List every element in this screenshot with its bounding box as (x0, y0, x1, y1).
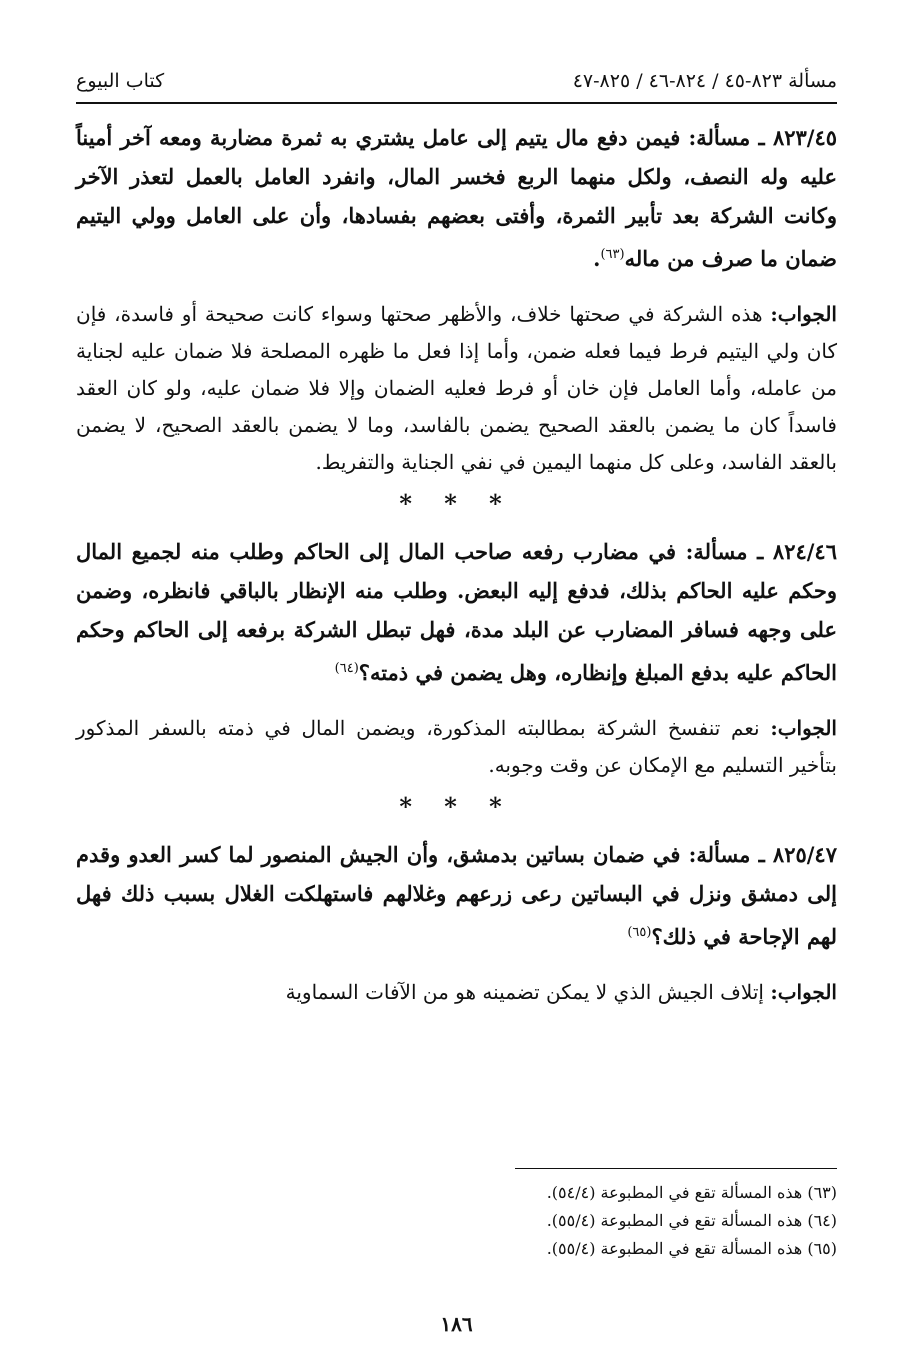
footnotes (76, 1168, 837, 1263)
question-text: فيمن دفع مال يتيم إلى عامل يشتري به ثمرة مضاربة ومعه آخر أميناً عليه وله النصف، ولكل منهما الربع فخسر المال، وانفرد العامل بالعمل لتعذر الآخر وكانت الشركة بعد تأبير الثمرة، وأفتى بعضهم بفسادها، وأن على العامل وولي اليتيم ضمان ما صرف من ماله (76, 125, 837, 271)
footnote-rule (515, 1168, 837, 1169)
question-end: . (593, 246, 601, 271)
footnote-63: (٦٣) هذه المسألة تقع في المطبوعة (٥٤/٤). (546, 1183, 837, 1202)
footnote-ref: (٦٤) (334, 661, 359, 676)
running-header (76, 58, 837, 92)
issue-number: ٨٢٣/٤٥ ـ مسألة: (688, 125, 838, 150)
answer-823 (76, 296, 837, 481)
question-text: في ضمان بساتين بدمشق، وأن الجيش المنصور لما كسر العدو وقدم إلى دمشق ونزل في البساتين رعى زرعهم وغلالهم فاستهلكت الغلال بسبب ذلك فهل لهم الإجاحة في ذلك؟ (76, 842, 837, 949)
answer-text: نعم تنفسخ الشركة بمطالبته المذكورة، ويضمن المال في ذمته بالسفر المذكور بتأخير التسليم مع الإمكان عن وقت وجوبه. (76, 716, 837, 777)
answer-text: هذه الشركة في صحتها خلاف، والأظهر صحتها وسواء كانت صحيحة أو فاسدة، فإن كان ولي اليتيم فرط فيما فعله ضمن، وأما إذا فعل ما ظهره المصلحة فلا ضمان عليه لجناية من عامله، وأما العامل فإن خان أو فرط فعليه الضمان وإلا فلا ضمان عليه، ولو كان العقد فاسداً كان ما يضمن بالعقد الصحيح يضمن بالفاسد، وما لا يضمن بالعقد الصحيح، لا يضمن بالعقد الفاسد، وعلى كل منهما اليمين في نفي الجناية والتفريط. (76, 302, 837, 474)
answer-label: الجواب: (770, 302, 837, 326)
answer-label: الجواب: (770, 716, 837, 740)
main-content (76, 118, 837, 1011)
header-rule (76, 102, 837, 104)
issue-number: ٨٢٤/٤٦ ـ مسألة: (685, 539, 837, 564)
question-825 (76, 835, 837, 956)
question-824 (76, 532, 837, 692)
footnote-64: (٦٤) هذه المسألة تقع في المطبوعة (٥٥/٤). (546, 1211, 837, 1230)
footnote-ref: (٦٥) (627, 925, 652, 940)
header-chapter: كتاب البيوع (76, 70, 165, 92)
section-separator: * * * (399, 489, 514, 518)
question-823 (76, 118, 837, 278)
footnote-65: (٦٥) هذه المسألة تقع في المطبوعة (٥٥/٤). (546, 1239, 837, 1258)
answer-825 (76, 974, 837, 1011)
answer-824 (76, 710, 837, 784)
question-text: في مضارب رفعه صاحب المال إلى الحاكم وطلب منه لجميع المال وحكم عليه الحاكم بذلك، فدفع إليه البعض. وطلب منه الإنظار بالباقي فانظره، وضمن على وجهه فسافر المضارب عن البلد مدة، فهل تبطل الشركة برفعه إلى الحاكم وحكم الحاكم عليه بدفع المبلغ وإنظاره، وهل يضمن في ذمته؟ (76, 539, 837, 685)
header-range: مسألة ٨٢٣-٤٥ / ٨٢٤-٤٦ / ٨٢٥-٤٧ (572, 70, 837, 92)
footnote-ref: (٦٣) (600, 247, 625, 262)
answer-label: الجواب: (770, 980, 837, 1004)
page-number: ١٨٦ (440, 1312, 473, 1336)
issue-number: ٨٢٥/٤٧ ـ مسألة: (688, 842, 837, 867)
section-separator: * * * (399, 792, 514, 821)
answer-text: إتلاف الجيش الذي لا يمكن تضمينه هو من الآفات السماوية (285, 980, 764, 1004)
